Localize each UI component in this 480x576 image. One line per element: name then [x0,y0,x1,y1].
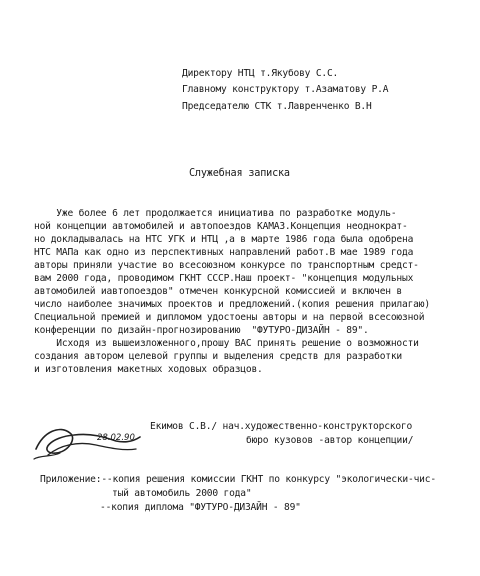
body-line: автомобилей иавтопоездов" отмечен конкурсной комиссией и включен в [34,286,403,297]
attachment-line-3: --копия диплома "ФУТУРО-ДИЗАЙН - 89" [100,502,301,513]
body-line: НТС МАПа как одно из перспективных направлений работ.В мае 1989 года [34,247,414,258]
body-line: но докладывалась на НТС УГК и НТЦ ,а в марте 1986 года была одобрена [34,234,414,245]
attachment-line-2: тый автомобиль 2000 года" [112,488,252,499]
body-line: Специальной премией и дипломом удостоены авторы и на первой всесоюзной [34,312,425,323]
addressee-stk-chairman: Председателю СТК т.Лавренченко В.Н [182,101,372,112]
attachment-line-1: Приложение:--копия решения комиссии ГКНТ по конкурсу "экологически-чис- [40,474,436,485]
body-line: число наиболее значимых проектов и предложений.(копия решения прилагаю) [34,299,430,310]
body-line: вам 2000 года, проводимом ГКНТ СССР.Наш проект- "концепция модульных [34,273,414,284]
body-line: ной концепции автомобилей и автопоездов КАМАЗ.Концепция неоднократ- [34,221,408,232]
body-line: Исходя из вышеизложенного,прошу ВАС принять решение о возможности [34,338,419,349]
body-line: конференции по дизайн-прогнозированию "ФУТУРО-ДИЗАЙН - 89". [34,325,369,336]
body-line: и изготовления макетных ходовых образцов. [34,364,263,375]
addressee-chief-designer: Главному конструктору т.Азаматову Р.А [182,84,389,95]
signatory-position: бюро кузовов -автор концепции/ [246,435,414,446]
body-line: авторы приняли участие во всесоюзном конкурсе по транспортным средст- [34,260,419,271]
body-line: Уже более 6 лет продолжается инициатива по разработке модуль- [34,208,397,219]
memo-title: Служебная записка [189,168,290,179]
addressee-director: Директору НТЦ т.Якубову С.С. [182,68,339,79]
body-line: создания автором целевой группы и выделения средств для разработки [34,351,403,362]
signature-date: 28.02.90 [97,433,135,443]
signatory-name: Екимов С.В./ нач.художественно-конструкторского [150,421,413,432]
